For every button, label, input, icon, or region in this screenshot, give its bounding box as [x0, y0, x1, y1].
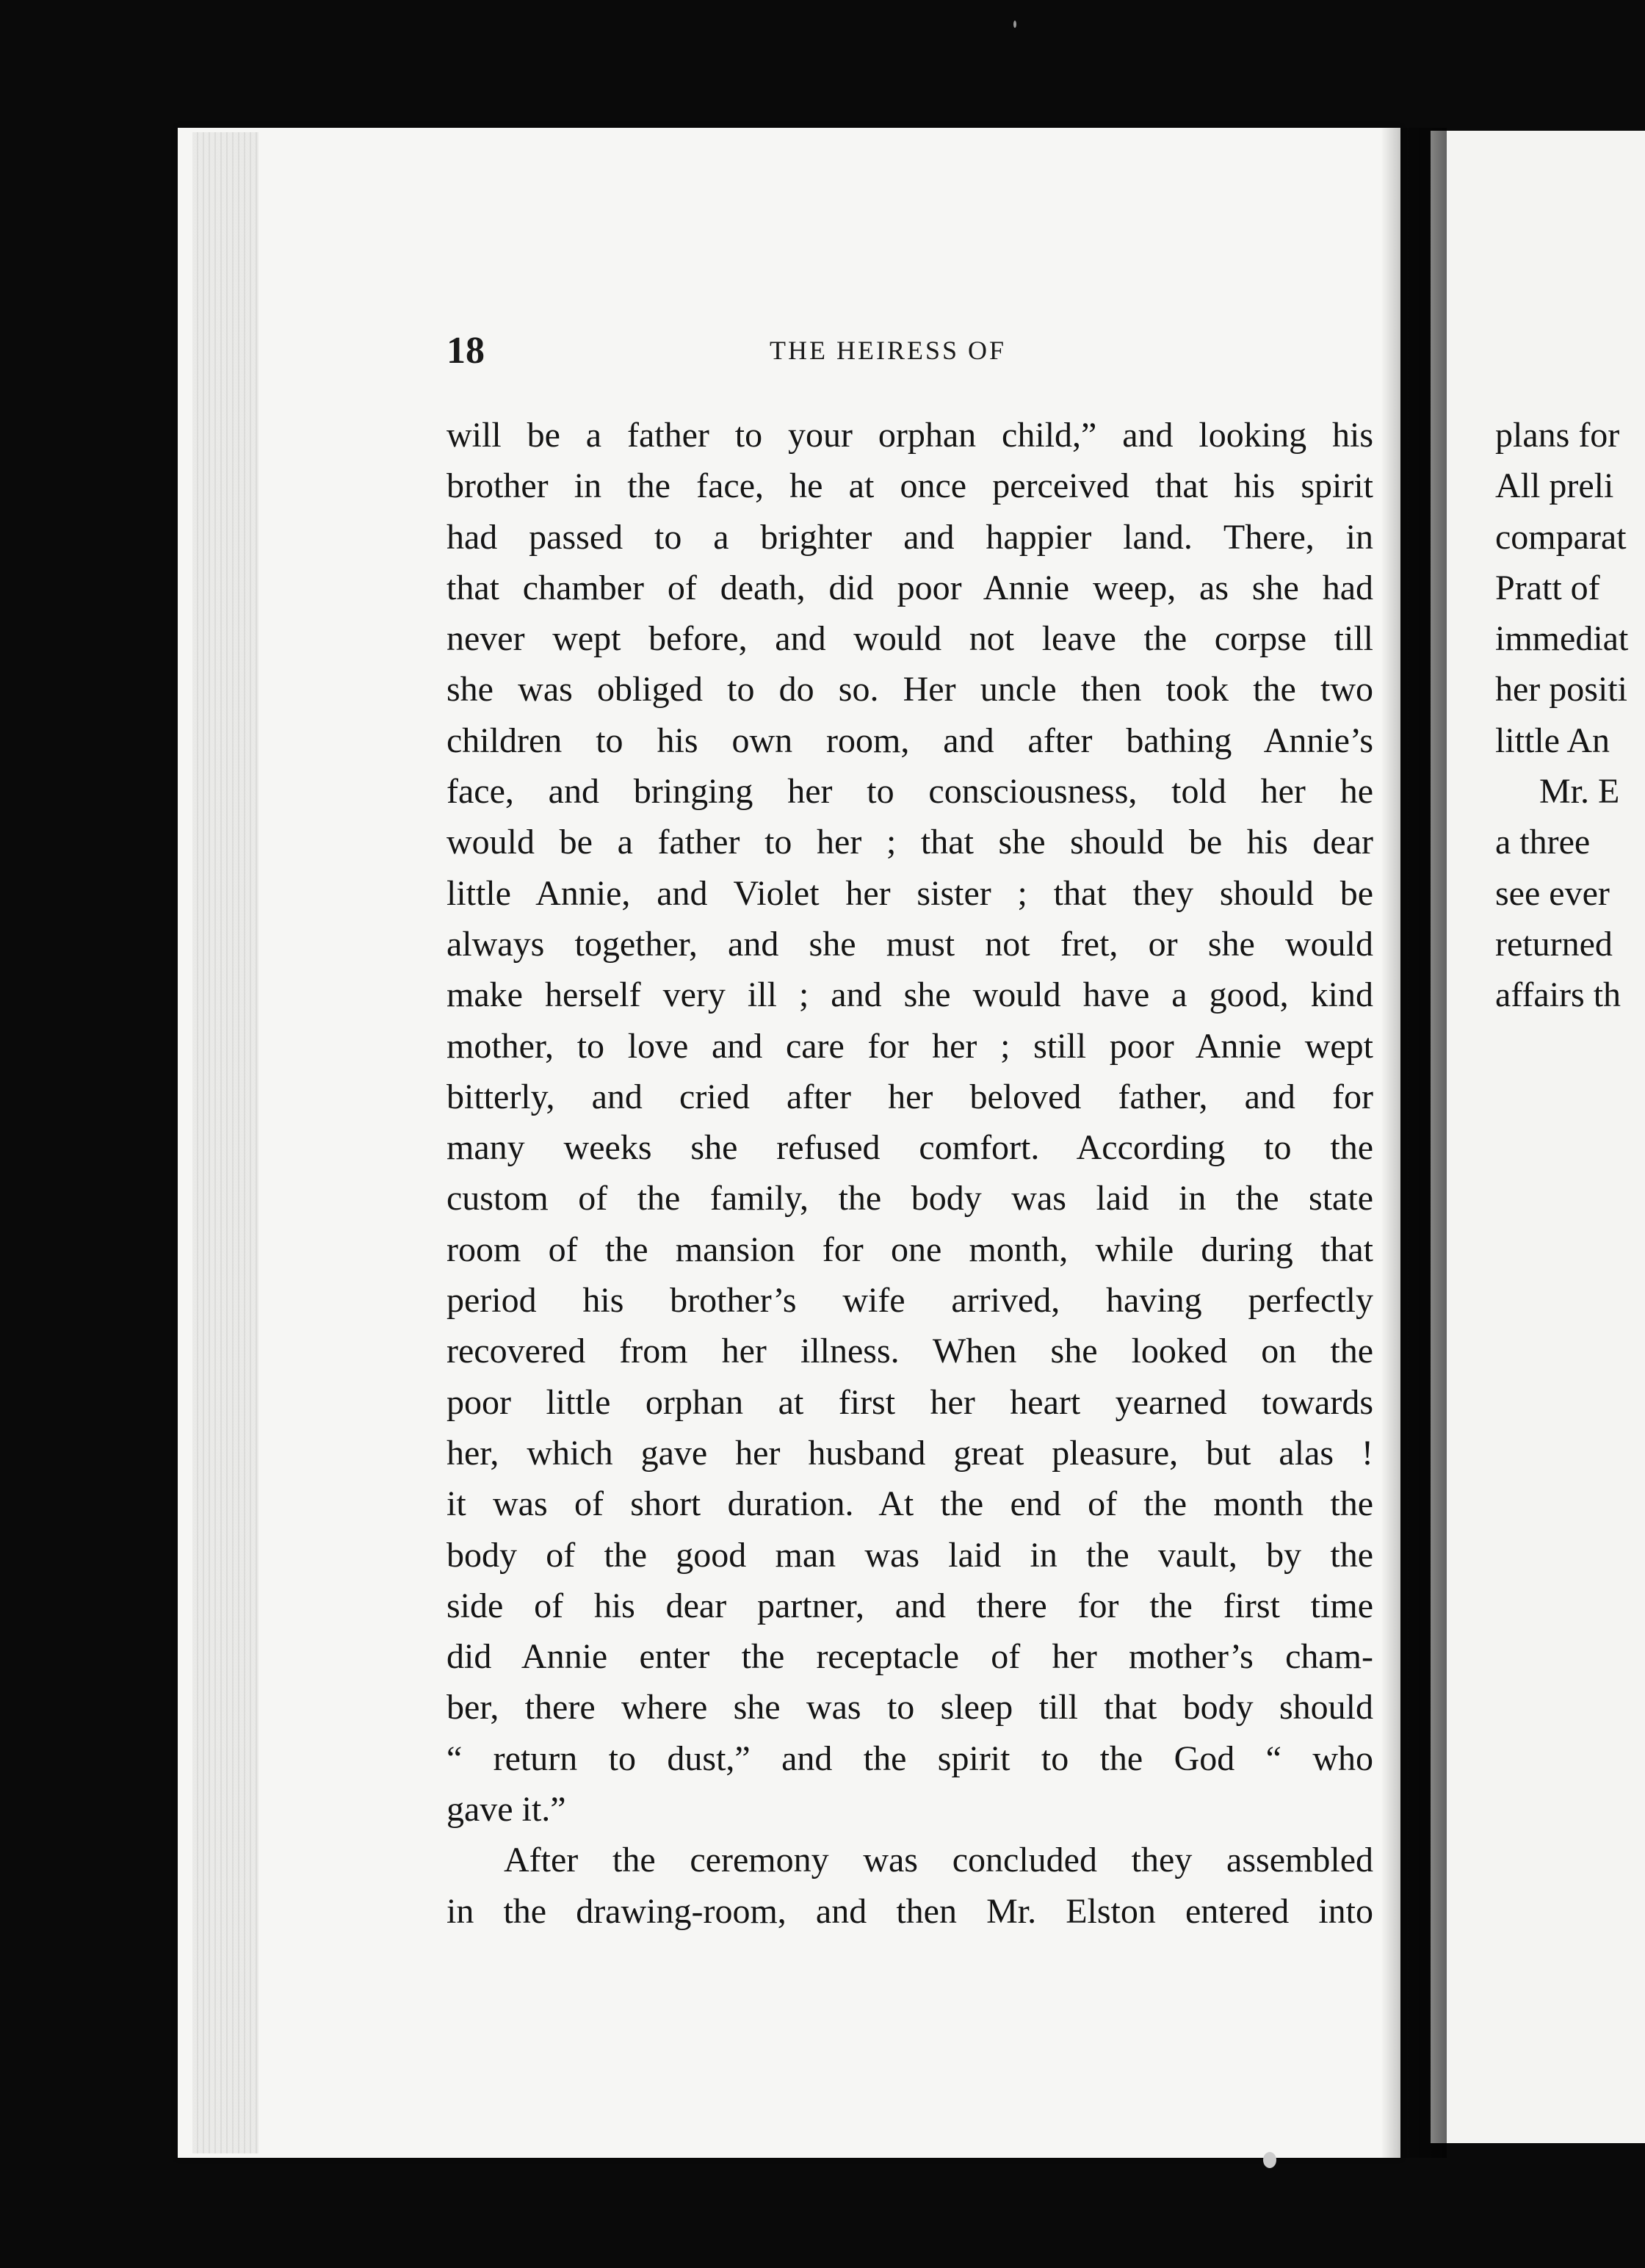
right-line: returned — [1495, 924, 1613, 964]
right-page-text — [1495, 410, 1645, 1021]
text-line: children to his own room, and after bathing Annie’s — [446, 721, 1373, 760]
right-page — [1431, 131, 1645, 2143]
text-line: custom of the family, the body was laid in the state — [446, 1179, 1373, 1218]
right-line: immediat — [1495, 619, 1629, 659]
right-line: see ever — [1495, 873, 1610, 913]
text-line: that chamber of death, did poor Annie weep, as she had — [446, 568, 1373, 607]
text-line: bitterly, and cried after her beloved father, and for — [446, 1077, 1373, 1116]
right-line: her positi — [1495, 670, 1627, 709]
text-line: face, and bringing her to consciousness, told her he — [446, 772, 1373, 812]
page-number: 18 — [446, 330, 485, 372]
right-line: a three — [1495, 823, 1591, 862]
text-line: did Annie enter the receptacle of her mother’s cham- — [446, 1637, 1373, 1677]
text-line: poor little orphan at first her heart yearned towards — [446, 1382, 1373, 1422]
right-line: little An — [1495, 721, 1610, 760]
dust-speck — [1263, 2152, 1276, 2168]
text-line: room of the mansion for one month, while during that — [446, 1229, 1373, 1269]
text-line: period his brother’s wife arrived, having perfectly — [446, 1281, 1373, 1321]
text-line: ber, there where she was to sleep till that body should — [446, 1688, 1373, 1727]
text-line: many weeks she refused comfort. According to the — [446, 1128, 1373, 1168]
text-line: make herself very ill ; and she would have a good, kind — [446, 975, 1373, 1015]
text-line: gave it.” — [446, 1790, 566, 1830]
right-line: All preli — [1495, 466, 1614, 506]
right-line: Pratt of — [1495, 568, 1600, 607]
dust-speck — [1013, 21, 1016, 28]
text-line: never wept before, and would not leave the corpse till — [446, 619, 1373, 659]
right-line: plans for — [1495, 416, 1620, 455]
text-line: mother, to love and care for her ; still poor Annie wept — [446, 1026, 1373, 1066]
text-line: After the ceremony was concluded they assembled — [504, 1841, 1373, 1880]
text-line: it was of short duration. At the end of the month the — [446, 1484, 1373, 1524]
text-line: she was obliged to do so. Her uncle then took the two — [446, 670, 1373, 709]
right-line: Mr. E — [1539, 772, 1620, 812]
text-line: always together, and she must not fret, or she would — [446, 924, 1373, 964]
running-head: THE HEIRESS OF — [770, 336, 1007, 365]
text-line: body of the good man was laid in the vault, by the — [446, 1535, 1373, 1575]
text-line: will be a father to your orphan child,” and looking his — [446, 416, 1373, 455]
page-header — [446, 329, 1373, 373]
right-line: affairs th — [1495, 975, 1622, 1015]
text-line: side of his dear partner, and there for the first time — [446, 1586, 1373, 1625]
page-edges — [192, 132, 258, 2153]
body-text — [446, 410, 1373, 1937]
text-line: had passed to a brighter and happier land. There, in — [446, 517, 1373, 557]
text-line: would be a father to her ; that she should be his dear — [446, 823, 1373, 862]
text-line: “ return to dust,” and the spirit to the God “ who — [446, 1738, 1373, 1778]
text-line: her, which gave her husband great pleasure, but alas ! — [446, 1433, 1373, 1473]
gutter-shadow — [1381, 128, 1447, 2158]
text-line: brother in the face, he at once perceived that his spirit — [446, 466, 1373, 506]
text-line: little Annie, and Violet her sister ; that they should be — [446, 873, 1373, 913]
text-line: recovered from her illness. When she looked on the — [446, 1332, 1373, 1371]
right-line: comparat — [1495, 517, 1627, 557]
text-line: in the drawing-room, and then Mr. Elston entered into — [446, 1891, 1373, 1931]
